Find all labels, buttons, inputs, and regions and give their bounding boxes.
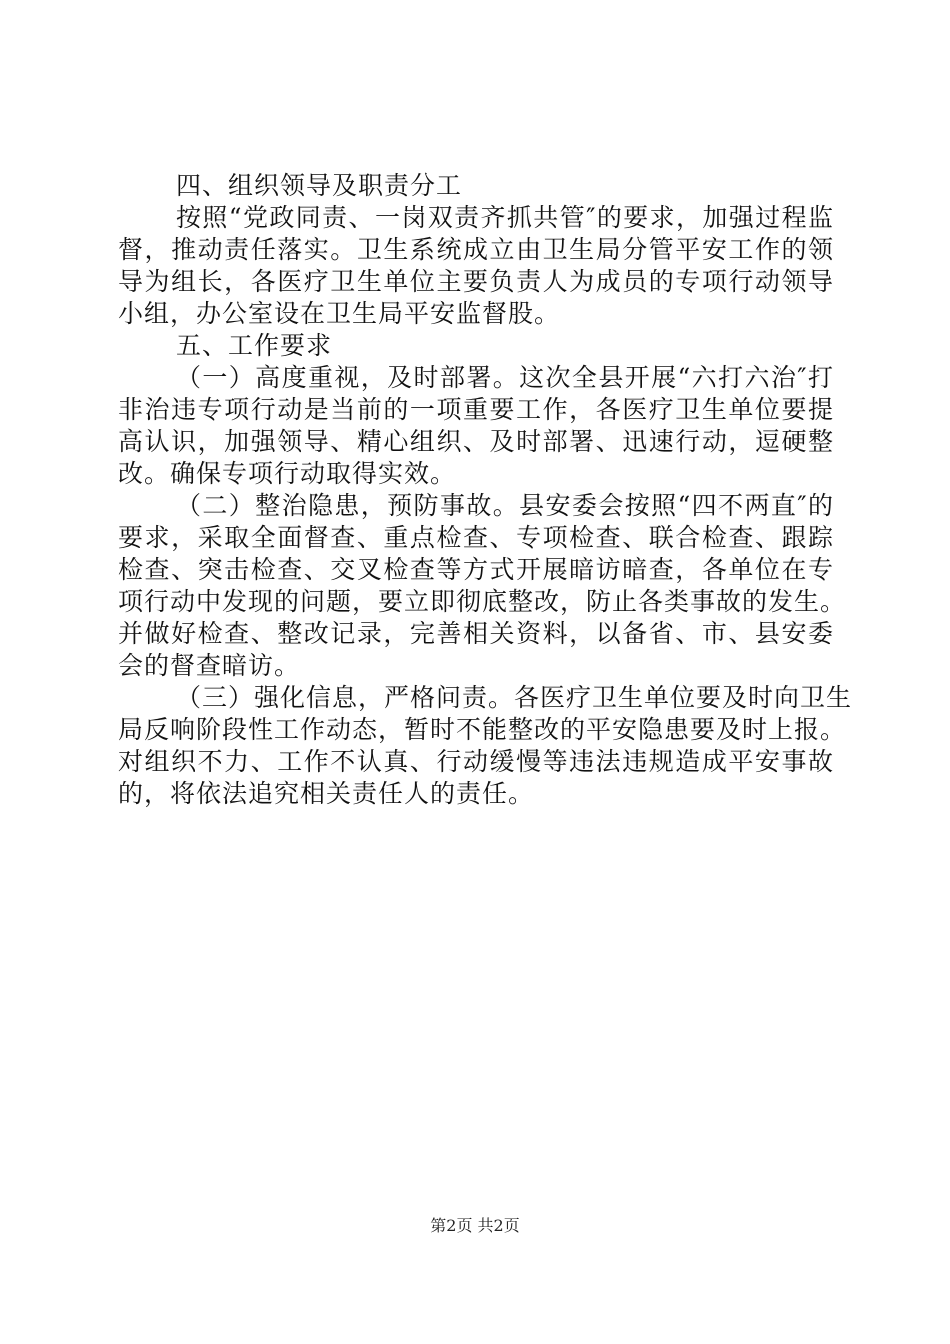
paragraph-line: 高认识，加强领导、精心组织、及时部署、迅速行动，逗硬整: [118, 427, 834, 456]
paragraph-line: （三）强化信息，严格问责。各医疗卫生单位要及时向卫生: [176, 683, 853, 712]
paragraph-line: 小组，办公室设在卫生局平安监督股。: [118, 299, 561, 328]
paragraph-line: 要求，采取全面督查、重点检查、专项检查、联合检查、跟踪: [118, 523, 834, 552]
paragraph-line: （一）高度重视，及时部署。这次全县开展“六打六治″打: [176, 363, 834, 392]
paragraph-line: 的，将依法追究相关责任人的责任。: [118, 779, 535, 808]
section-heading-4: 四、组织领导及职责分工: [176, 171, 463, 200]
paragraph-line: （二）整治隐患，预防事故。县安委会按照“四不两直″的: [176, 491, 834, 520]
paragraph-line: 按照“党政同责、一岗双责齐抓共管″的要求，加强过程监: [176, 203, 834, 232]
document-body: [118, 170, 853, 810]
paragraph-line: 导为组长，各医疗卫生单位主要负责人为成员的专项行动领导: [118, 267, 834, 296]
paragraph-line: 会的督查暗访。: [118, 651, 301, 680]
paragraph-line: 项行动中发现的问题，要立即彻底整改，防止各类事故的发生。: [118, 587, 847, 616]
paragraph-line: 对组织不力、工作不认真、行动缓慢等违法违规造成平安事故: [118, 747, 834, 776]
paragraph-line: 局反响阶段性工作动态，暂时不能整改的平安隐患要及时上报。: [118, 715, 847, 744]
paragraph-line: 并做好检查、整改记录，完善相关资料，以备省、市、县安委: [118, 619, 834, 648]
paragraph-line: 检查、突击检查、交叉检查等方式开展暗访暗查，各单位在专: [118, 555, 834, 584]
paragraph-line: 督，推动责任落实。卫生系统成立由卫生局分管平安工作的领: [118, 235, 834, 264]
page-footer: 第2页 共2页: [430, 1216, 520, 1235]
section-heading-5: 五、工作要求: [176, 331, 333, 360]
paragraph-line: 非治违专项行动是当前的一项重要工作，各医疗卫生单位要提: [118, 395, 834, 424]
paragraph-line: 改。确保专项行动取得实效。: [118, 459, 457, 488]
